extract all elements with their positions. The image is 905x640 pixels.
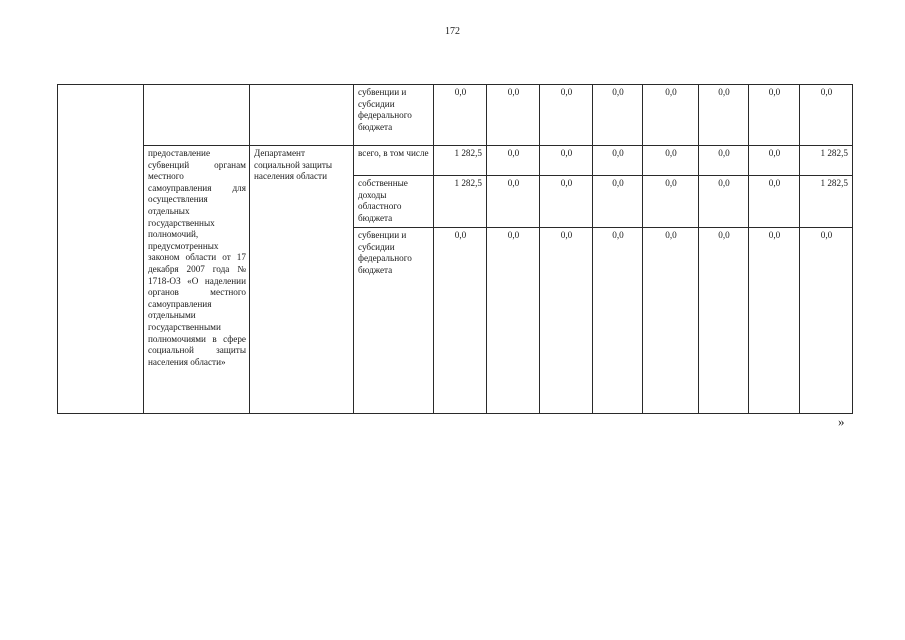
table-row [58,85,853,146]
value-cell: 0,0 [487,85,540,146]
value-cell: 0,0 [434,85,487,146]
value-cell: 0,0 [800,85,853,146]
value-cell: 1 282,5 [434,176,487,228]
value-cell: 0,0 [699,176,749,228]
value-cell: 1 282,5 [434,146,487,176]
value-cell: 0,0 [749,176,800,228]
value-cell: 0,0 [487,176,540,228]
value-cell: 0,0 [540,85,593,146]
value-cell: 0,0 [593,146,643,176]
value-cell: 0,0 [699,146,749,176]
value-cell: 0,0 [540,146,593,176]
source-cell: субвенции и субсидии федерального бюджета [354,228,434,414]
value-cell: 0,0 [749,228,800,414]
value-cell: 0,0 [699,85,749,146]
value-cell: 0,0 [643,146,699,176]
value-cell: 0,0 [434,228,487,414]
value-cell: 0,0 [643,176,699,228]
value-cell: 1 282,5 [800,176,853,228]
value-cell: 0,0 [749,146,800,176]
value-cell: 0,0 [487,146,540,176]
value-cell: 0,0 [593,176,643,228]
closing-quote: » [838,414,845,429]
value-cell: 0,0 [699,228,749,414]
executor-cell [250,85,354,146]
source-cell: субвенции и субсидии федерального бюджета [354,85,434,146]
number-cell [58,85,144,414]
table-row [58,146,853,176]
budget-table [57,84,853,414]
value-cell: 0,0 [540,176,593,228]
executor-cell: Департамент социальной защиты населения области [250,146,354,414]
source-cell: всего, в том числе [354,146,434,176]
source-cell: собственные доходы областного бюджета [354,176,434,228]
value-cell: 0,0 [643,228,699,414]
measure-cell: предоставление субвенций органам местного самоуправления для осуществления отдельных государственных полномочий, предусмотренных законом области от 17 декабря 2007 года № 1718-ОЗ «О наделении органов местного самоуправления отдельными государственными полномочиями в сфере социальной защиты населения области» [144,146,250,414]
value-cell: 0,0 [487,228,540,414]
measure-cell [144,85,250,146]
page-number: 172 [445,26,460,37]
value-cell: 0,0 [593,85,643,146]
value-cell: 0,0 [749,85,800,146]
value-cell: 0,0 [643,85,699,146]
value-cell: 0,0 [800,228,853,414]
value-cell: 0,0 [540,228,593,414]
value-cell: 0,0 [593,228,643,414]
value-cell: 1 282,5 [800,146,853,176]
